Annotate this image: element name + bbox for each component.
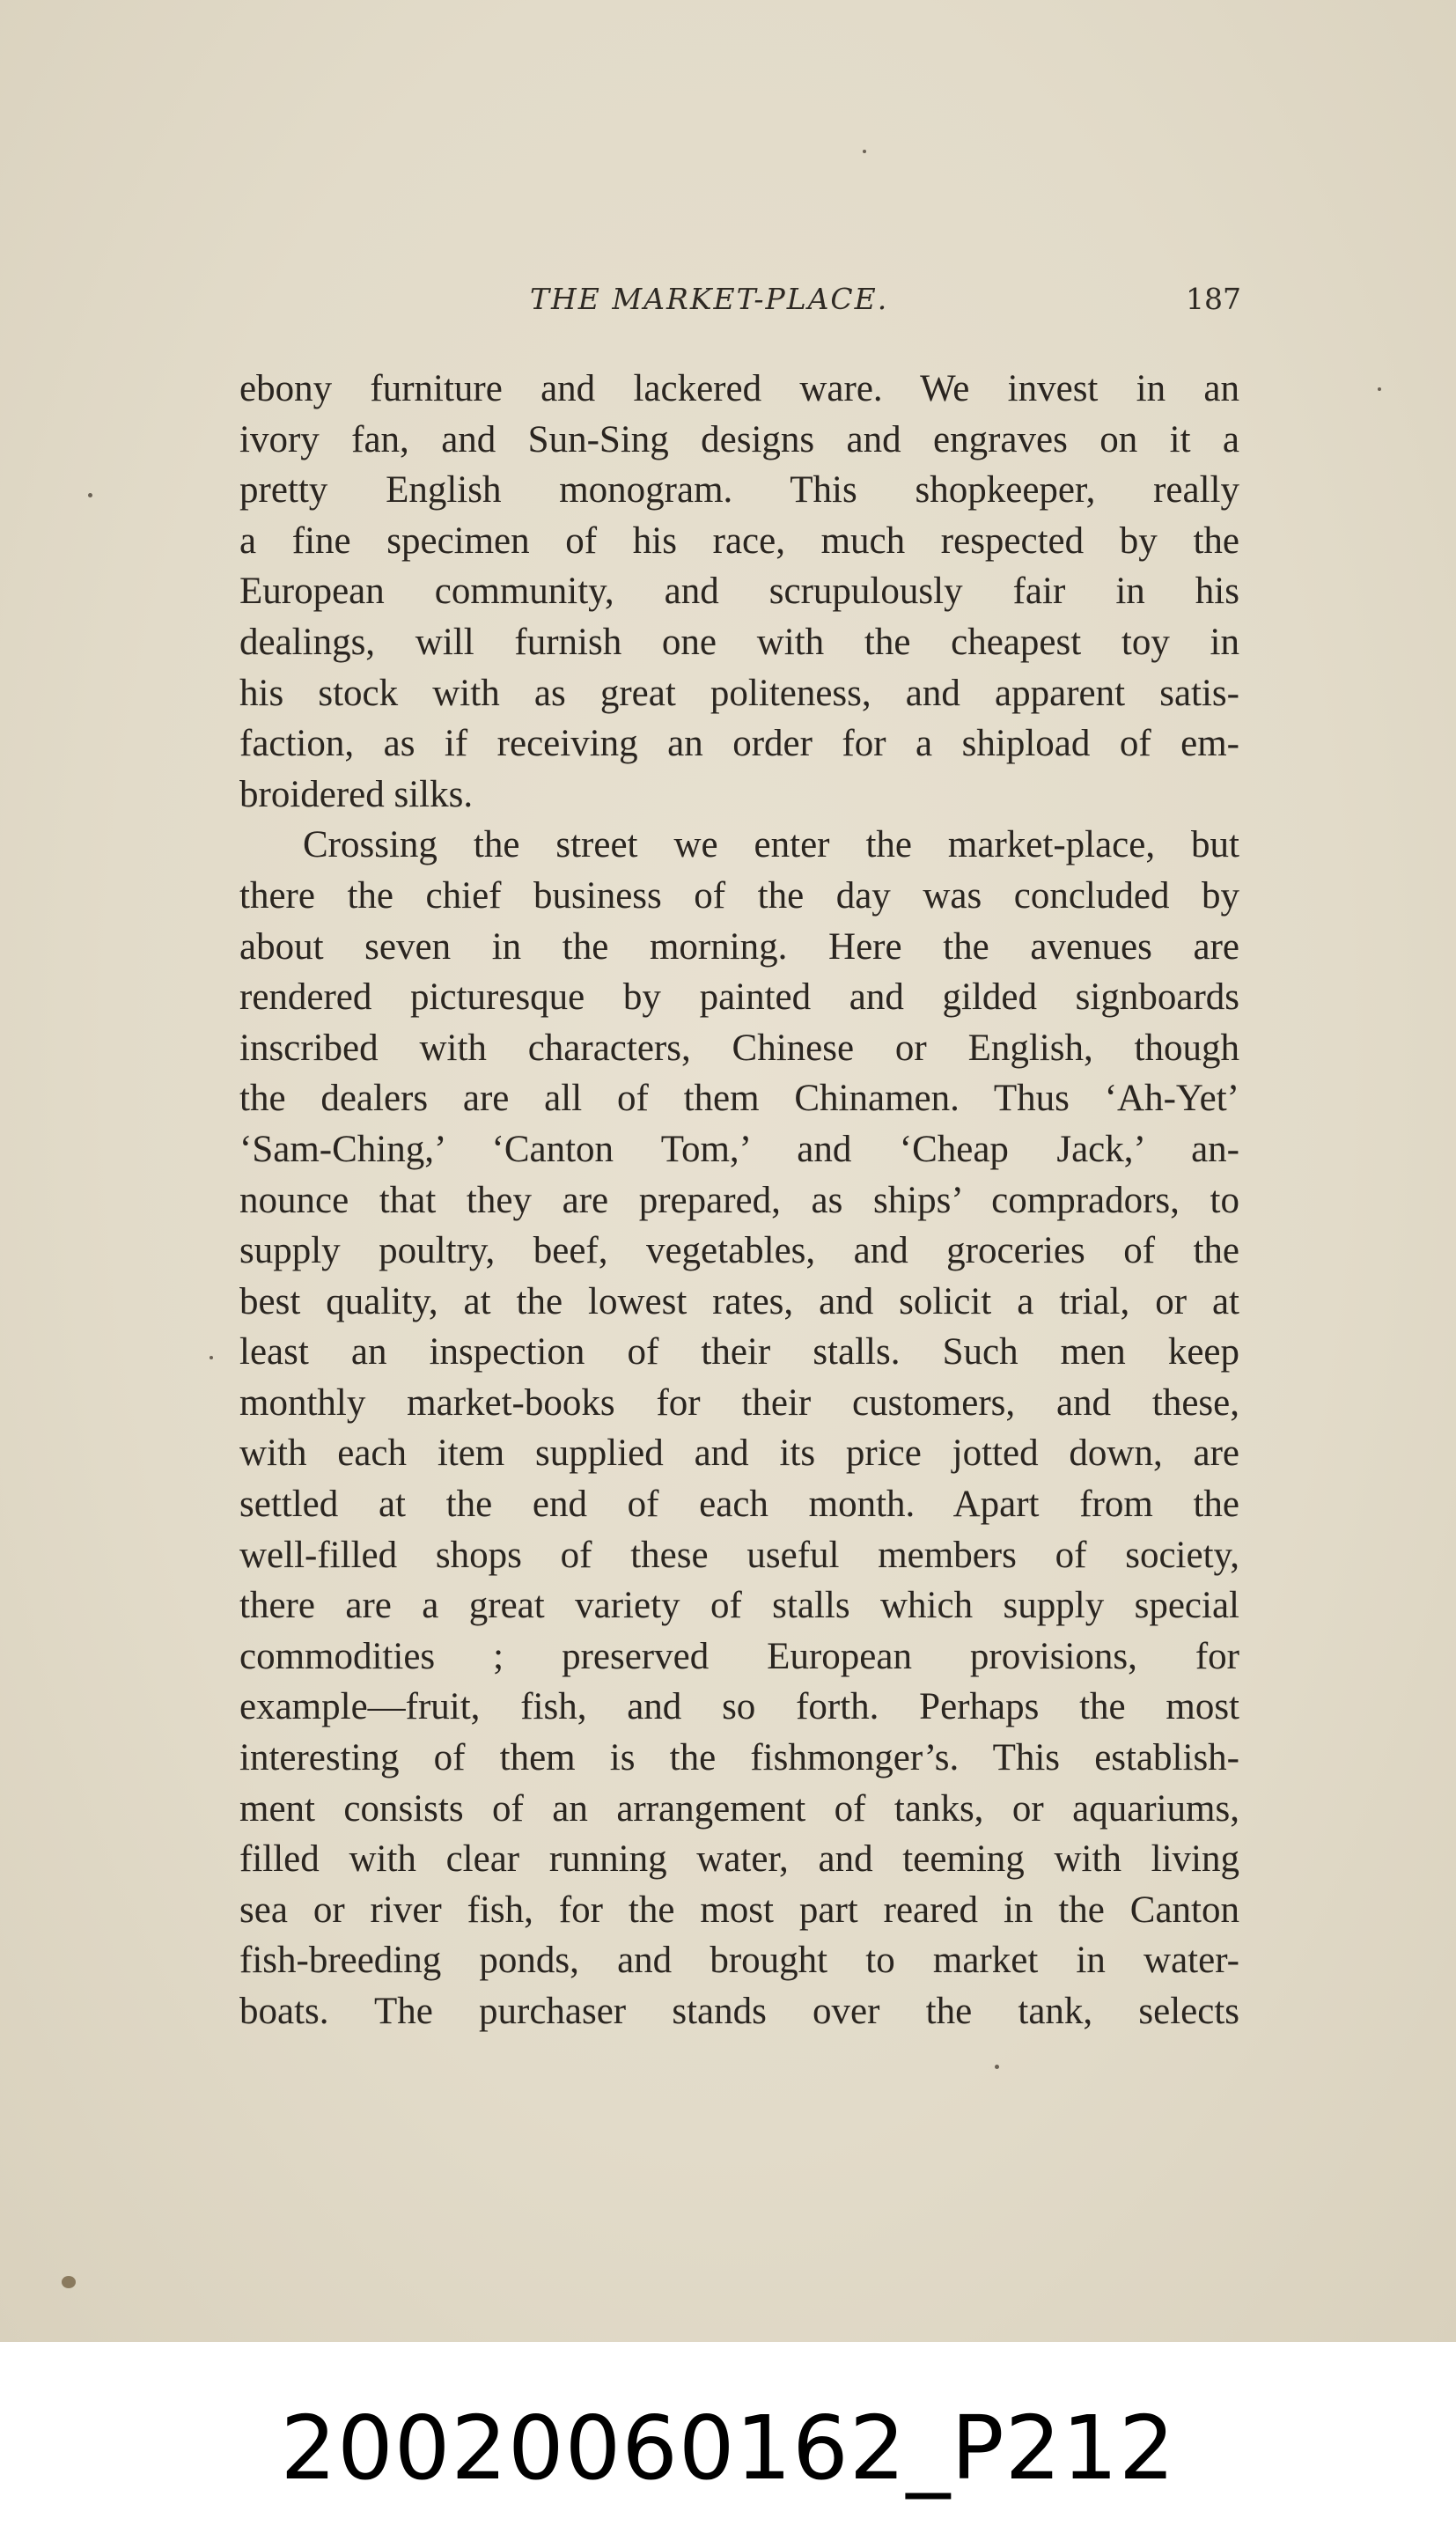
text-line: European community, and scrupulously fair in his [239,571,1239,613]
text-line: there the chief business of the day was concluded by [239,874,1239,917]
text-line: dealings, will furnish one with the cheapest toy in [239,621,1239,663]
paper-speck [88,493,92,497]
text-line: with each item supplied and its price jotted down, are [239,1432,1239,1475]
paper-speck [995,2065,999,2069]
text-line: monthly market-books for their customers, and these, [239,1381,1239,1424]
text-line: ebony furniture and lackered ware. We invest in an [239,368,1239,409]
text-line: filled with clear running water, and teeming with living [239,1838,1239,1881]
text-line: Crossing the street we enter the market-place, but [303,824,1239,866]
text-line: a fine specimen of his race, much respected by the [239,519,1239,562]
paper-speck [210,1356,213,1359]
running-title: THE MARKET-PLACE. [530,282,889,316]
text-line: ivory fan, and Sun-Sing designs and engraves on it a [239,418,1239,460]
text-line: the dealers are all of them Chinamen. Thus ‘Ah-Yet’ [239,1078,1239,1120]
text-line: best quality, at the lowest rates, and solicit a trial, or at [239,1280,1239,1322]
catalog-footer [0,2342,1456,2548]
text-line: example—fruit, fish, and so forth. Perhaps the most [239,1686,1239,1728]
text-line: sea or river fish, for the most part reared in the Canton [239,1889,1239,1931]
text-line: ‘Sam-Ching,’ ‘Canton Tom,’ and ‘Cheap Jack,’ an- [239,1128,1239,1170]
paper-speck [1378,387,1381,391]
paper-speck [863,150,866,153]
page-number: 187 [1186,282,1241,316]
text-line: there are a great variety of stalls which supply special [239,1585,1239,1627]
body-text [239,364,1239,2037]
text-line: his stock with as great politeness, and apparent satis- [239,672,1239,714]
text-line: fish-breeding ponds, and brought to market in water- [239,1940,1239,1982]
text-line: faction, as if receiving an order for a shipload of em- [239,723,1239,765]
text-line: interesting of them is the fishmonger’s. This establish- [239,1737,1239,1779]
text-line: broidered silks. [239,773,474,815]
text-line: about seven in the morning. Here the avenues are [239,925,1239,968]
text-line: least an inspection of their stalls. Such men keep [239,1331,1239,1373]
text-line: nounce that they are prepared, as ships’ compradors, to [239,1179,1239,1221]
text-line: inscribed with characters, Chinese or English, though [239,1027,1239,1069]
running-head [239,282,1241,326]
text-line: boats. The purchaser stands over the tank, selects [239,1991,1239,2032]
catalog-id: 20020060162_P212 [280,2397,1176,2500]
text-line: rendered picturesque by painted and gilded signboards [239,976,1239,1019]
text-line: supply poultry, beef, vegetables, and groceries of the [239,1230,1239,1272]
text-line: pretty English monogram. This shopkeeper, really [239,469,1239,512]
text-line: commodities ; preserved European provisions, for [239,1635,1239,1677]
text-line: settled at the end of each month. Apart from the [239,1484,1239,1526]
paragraph [239,820,1239,2036]
text-line: ment consists of an arrangement of tanks, or aquariums, [239,1787,1239,1830]
paragraph [239,364,1239,820]
paper-speck [62,2276,76,2288]
text-line: well-filled shops of these useful members of society, [239,1534,1239,1576]
